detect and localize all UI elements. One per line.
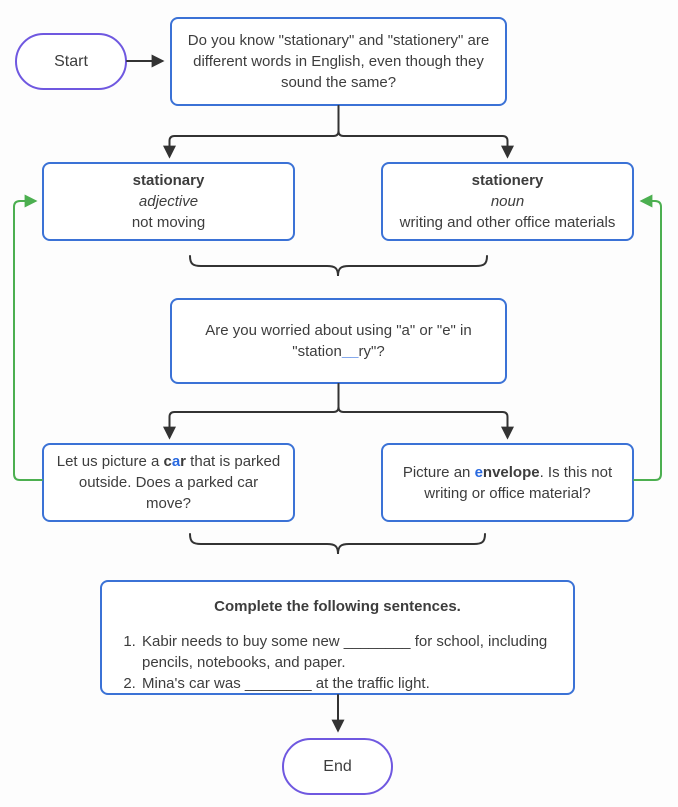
intro-line-2: different words in English, even though they (193, 53, 484, 70)
arrow-intro-to-stationery (339, 106, 508, 156)
arrow-worry-to-car (170, 384, 339, 437)
intro-question-box (170, 17, 507, 106)
brace-definitions (190, 256, 487, 276)
exercise-item-2: 2. Mina's car was ________ at the traffic light. (140, 673, 557, 694)
stationery-definition: writing and other office materials (399, 214, 616, 231)
stationary-part-of-speech: adjective (138, 193, 199, 210)
stationery-part-of-speech: noun (490, 193, 525, 210)
car-word-r: r (180, 453, 187, 470)
envelope-mnemonic-box (381, 443, 634, 522)
car-letter-a-highlight: a (171, 453, 181, 470)
stationery-word: stationery (471, 172, 544, 189)
stationary-definition: not moving (131, 214, 206, 231)
stationary-word: stationary (132, 172, 205, 189)
stationery-definition-box (381, 162, 634, 241)
worry-blank-highlight: __ (341, 343, 359, 360)
intro-line-3: sound the same? (280, 74, 397, 91)
end-label: End (323, 757, 352, 775)
car-line-1-pre: Let us picture a (56, 453, 164, 470)
car-word-c: c (163, 453, 172, 470)
envelope-letter-e-highlight: e (474, 463, 483, 481)
arrow-intro-to-stationary (170, 106, 339, 156)
envelope-line-1 (403, 462, 612, 483)
worry-line-1: Are you worried about using "a" or "e" in (205, 322, 472, 339)
end-terminator (282, 738, 393, 795)
green-loop-car-to-stationary (14, 201, 42, 480)
worry-line-2-pre: "station (292, 343, 342, 360)
exercise-list (118, 631, 557, 694)
car-line-1-post: that is parked (186, 453, 281, 470)
exercise-title: Complete the following sentences. (214, 598, 461, 615)
exercise-item-1: 1. Kabir needs to buy some new ________ for school, including pencils, notebooks, and paper. (140, 631, 557, 673)
brace-mnemonics (190, 534, 485, 554)
envelope-line-1-post: . Is this not (539, 463, 613, 481)
car-line-3: move? (145, 495, 192, 512)
arrow-worry-to-envelope (339, 384, 508, 437)
worry-line-2-post: ry"? (358, 343, 385, 360)
stationary-definition-box (42, 162, 295, 241)
worry-line-2 (292, 341, 384, 362)
envelope-line-2: writing or office material? (424, 484, 591, 502)
car-mnemonic-box (42, 443, 295, 522)
envelope-line-1-pre: Picture an (402, 463, 475, 481)
car-line-2: outside. Does a parked car (78, 474, 259, 491)
car-line-1 (57, 451, 280, 472)
worry-question-box (170, 298, 507, 384)
start-label: Start (54, 52, 88, 70)
intro-line-1: Do you know "stationary" and "stationery" are (187, 32, 490, 49)
envelope-word-rest: nvelope (482, 463, 540, 481)
green-loop-envelope-to-stationery (634, 201, 661, 480)
start-terminator (15, 33, 127, 90)
exercise-box (100, 580, 575, 695)
